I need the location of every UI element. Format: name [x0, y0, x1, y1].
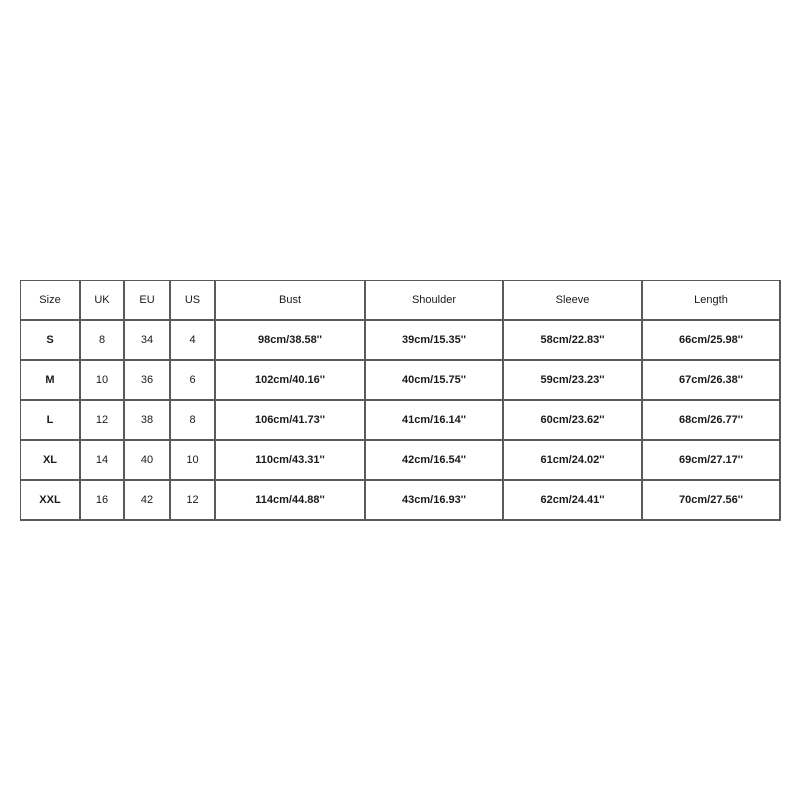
eu-cell: 38 — [125, 401, 171, 441]
table-row — [21, 321, 781, 361]
bust-cell: 114cm/44.88'' — [216, 481, 366, 521]
shoulder-cell: 42cm/16.54'' — [366, 441, 504, 481]
eu-cell: 40 — [125, 441, 171, 481]
sleeve-cell: 58cm/22.83'' — [504, 321, 643, 361]
header-eu: EU — [125, 281, 171, 321]
size-cell: M — [21, 361, 81, 401]
size-cell: S — [21, 321, 81, 361]
bust-cell: 102cm/40.16'' — [216, 361, 366, 401]
header-us: US — [171, 281, 216, 321]
header-row — [21, 281, 781, 321]
size-chart-table — [20, 280, 781, 521]
eu-cell: 36 — [125, 361, 171, 401]
uk-cell: 16 — [81, 481, 125, 521]
size-cell: XXL — [21, 481, 81, 521]
table-row — [21, 401, 781, 441]
us-cell: 8 — [171, 401, 216, 441]
sleeve-cell: 59cm/23.23'' — [504, 361, 643, 401]
length-cell: 68cm/26.77'' — [643, 401, 781, 441]
size-cell: L — [21, 401, 81, 441]
us-cell: 4 — [171, 321, 216, 361]
bust-cell: 98cm/38.58'' — [216, 321, 366, 361]
header-uk: UK — [81, 281, 125, 321]
us-cell: 10 — [171, 441, 216, 481]
uk-cell: 14 — [81, 441, 125, 481]
eu-cell: 42 — [125, 481, 171, 521]
sleeve-cell: 60cm/23.62'' — [504, 401, 643, 441]
length-cell: 70cm/27.56'' — [643, 481, 781, 521]
eu-cell: 34 — [125, 321, 171, 361]
length-cell: 67cm/26.38'' — [643, 361, 781, 401]
us-cell: 6 — [171, 361, 216, 401]
shoulder-cell: 39cm/15.35'' — [366, 321, 504, 361]
sleeve-cell: 62cm/24.41'' — [504, 481, 643, 521]
uk-cell: 12 — [81, 401, 125, 441]
uk-cell: 8 — [81, 321, 125, 361]
size-chart — [20, 280, 780, 521]
header-shoulder: Shoulder — [366, 281, 504, 321]
header-size: Size — [21, 281, 81, 321]
length-cell: 69cm/27.17'' — [643, 441, 781, 481]
header-sleeve: Sleeve — [504, 281, 643, 321]
table-row — [21, 441, 781, 481]
length-cell: 66cm/25.98'' — [643, 321, 781, 361]
bust-cell: 110cm/43.31'' — [216, 441, 366, 481]
shoulder-cell: 43cm/16.93'' — [366, 481, 504, 521]
sleeve-cell: 61cm/24.02'' — [504, 441, 643, 481]
shoulder-cell: 41cm/16.14'' — [366, 401, 504, 441]
us-cell: 12 — [171, 481, 216, 521]
shoulder-cell: 40cm/15.75'' — [366, 361, 504, 401]
size-cell: XL — [21, 441, 81, 481]
header-bust: Bust — [216, 281, 366, 321]
uk-cell: 10 — [81, 361, 125, 401]
header-length: Length — [643, 281, 781, 321]
table-row — [21, 361, 781, 401]
table-row — [21, 481, 781, 521]
bust-cell: 106cm/41.73'' — [216, 401, 366, 441]
